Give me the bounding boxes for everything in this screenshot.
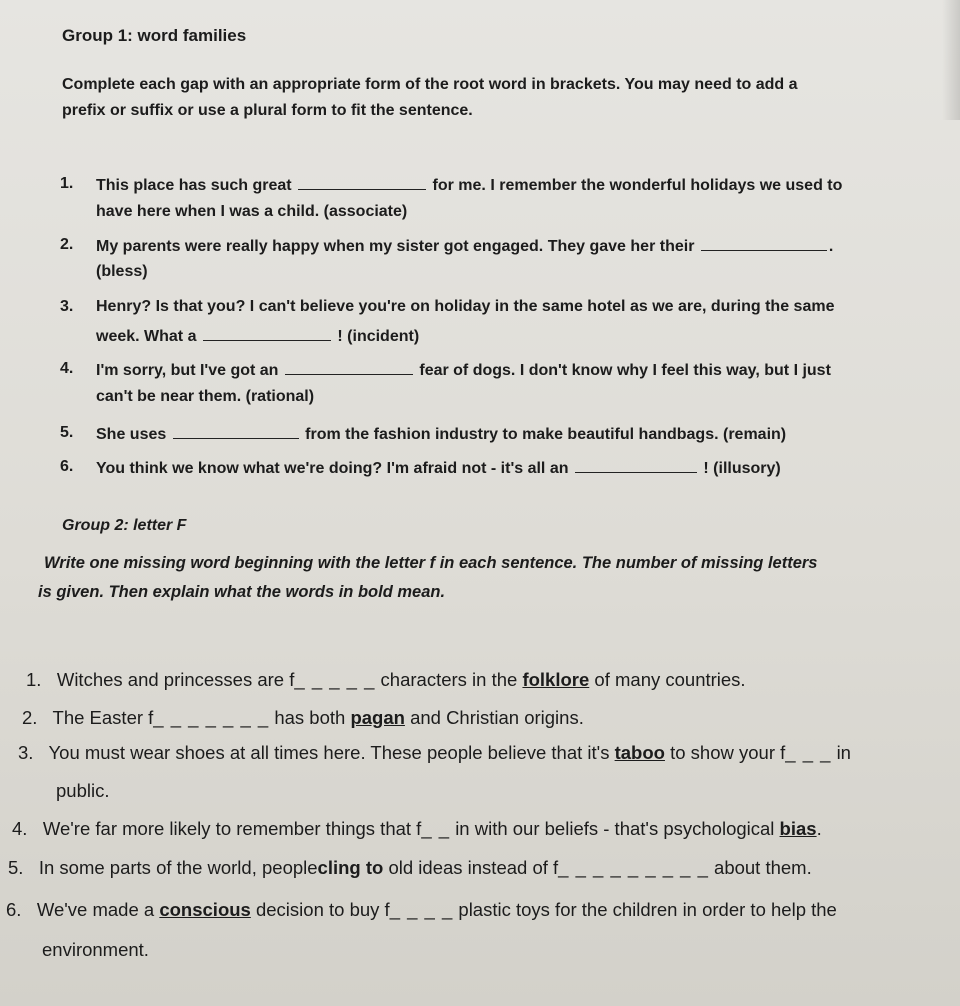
g1-item6-gap[interactable] [575, 458, 697, 473]
g2-item4-text-b: in with our beliefs - that's psychological [455, 818, 775, 839]
g2-item4-text-c: . [816, 818, 822, 839]
g2-item5-gap[interactable]: _ _ _ _ _ _ _ _ _ [558, 857, 709, 878]
g1-item3-line1: Henry? Is that you? I can't believe you're on holiday in the same hotel as we are, during the same [96, 298, 835, 315]
group1-title: Group 1: word families [62, 26, 247, 45]
g1-item6-line1 [96, 458, 781, 478]
g1-item4-text-b: fear of dogs. I don't know why I feel this way, but I just [419, 362, 831, 379]
g1-item3-text-c: ! (incident) [337, 328, 420, 345]
g2-item3-line2: public. [56, 780, 110, 801]
g1-item6-text-b: ! (illusory) [703, 460, 781, 477]
g1-item3-line2 [96, 326, 419, 346]
g1-item2-line2: (bless) [96, 263, 148, 280]
g2-item6-text-b: decision to buy f [255, 899, 390, 920]
g1-item1-number: 1. [60, 175, 74, 192]
g1-item3-text-b: week. What a [96, 328, 197, 345]
g2-item3-text-c: in [836, 742, 851, 763]
g2-item2 [22, 707, 584, 729]
g1-item4-line2: can't be near them. (rational) [96, 388, 315, 405]
g2-item2-text-a: The Easter f [52, 707, 154, 728]
page-edge-shadow [942, 0, 960, 120]
group2-instructions-line2: is given. Then explain what the words in bold mean. [38, 583, 446, 601]
g2-item4 [12, 818, 822, 840]
g2-item2-text-c: and Christian origins. [410, 707, 584, 728]
g2-item2-text-b: has both [274, 707, 346, 728]
g2-item6-bold-word: conscious [159, 899, 251, 920]
g2-item2-bold-word: pagan [350, 707, 405, 728]
g2-item2-gap[interactable]: _ _ _ _ _ _ _ [153, 707, 270, 728]
g2-item3-line1 [18, 742, 851, 764]
group2-instructions-line1: Write one missing word beginning with the letter f in each sentence. The number of missing letters [44, 554, 818, 572]
g2-item1-gap[interactable]: _ _ _ _ _ [294, 669, 376, 690]
g1-item2-number: 2. [60, 236, 74, 253]
g2-item1-bold-word: folklore [522, 669, 590, 690]
g1-item2-text-b: . [828, 238, 834, 255]
g1-item1-gap[interactable] [298, 175, 426, 190]
g2-item1-number: 1. [26, 669, 42, 690]
g1-item1-text-a: This place has such great [96, 177, 292, 194]
g2-item6-line2: environment. [42, 939, 149, 960]
g1-item4-text-a: I'm sorry, but I've got an [96, 362, 279, 379]
g2-item6-text-a: We've made a [36, 899, 155, 920]
group1-instructions-line2: prefix or suffix or use a plural form to fit the sentence. [62, 102, 473, 119]
g1-item3-gap[interactable] [203, 326, 331, 341]
g1-item6-number: 6. [60, 458, 74, 475]
g2-item6-number: 6. [6, 899, 22, 920]
g2-item5-number: 5. [8, 857, 24, 878]
g1-item4-number: 4. [60, 360, 74, 377]
g1-item1-line1 [96, 175, 842, 195]
g2-item4-text-a: We're far more likely to remember things that f [42, 818, 422, 839]
g2-item6-gap[interactable]: _ _ _ _ [389, 899, 454, 920]
g1-item1-text-b: for me. I remember the wonderful holidays we used to [432, 177, 843, 194]
group1-instructions-line1: Complete each gap with an appropriate form of the root word in brackets. You may need to add a [62, 76, 798, 93]
g2-item2-number: 2. [22, 707, 38, 728]
g1-item2-gap[interactable] [701, 236, 827, 251]
g1-item5-text-b: from the fashion industry to make beautiful handbags. (remain) [305, 426, 787, 443]
g2-item3-gap[interactable]: _ _ _ [785, 742, 832, 763]
g2-item1-text-c: of many countries. [594, 669, 746, 690]
g1-item5-gap[interactable] [173, 424, 299, 439]
g1-item3-number: 3. [60, 298, 74, 315]
g1-item4-gap[interactable] [285, 360, 413, 375]
g1-item5-number: 5. [60, 424, 74, 441]
g1-item5-text-a: She uses [96, 426, 167, 443]
g2-item4-number: 4. [12, 818, 28, 839]
g1-item2-line1 [96, 236, 833, 256]
g2-item4-bold-word: bias [779, 818, 817, 839]
group2-title: Group 2: letter F [62, 517, 187, 534]
g1-item1-line2: have here when I was a child. (associate) [96, 203, 408, 220]
g2-item6-line1 [6, 899, 837, 921]
g1-item2-text-a: My parents were really happy when my sister got engaged. They gave her their [96, 238, 695, 255]
g2-item1 [26, 669, 746, 691]
g1-item6-text-a: You think we know what we're doing? I'm afraid not - it's all an [96, 460, 569, 477]
g2-item3-number: 3. [18, 742, 34, 763]
g2-item5-text-a: In some parts of the world, people [38, 857, 318, 878]
g2-item1-text-a: Witches and princesses are f [56, 669, 295, 690]
g2-item3-text-b: to show your f [670, 742, 786, 763]
g2-item5-text-c: about them. [714, 857, 812, 878]
g2-item6-text-c: plastic toys for the children in order to help the [458, 899, 837, 920]
g1-item4-line1 [96, 360, 831, 380]
g2-item5-bold-word: cling to [317, 857, 384, 878]
g2-item5 [8, 857, 812, 879]
g1-item5-line1 [96, 424, 786, 444]
g2-item3-text-a: You must wear shoes at all times here. These people believe that it's [48, 742, 610, 763]
g2-item4-gap[interactable]: _ _ [421, 818, 451, 839]
g2-item3-bold-word: taboo [614, 742, 665, 763]
g2-item5-text-b: old ideas instead of f [388, 857, 559, 878]
g2-item1-text-b: characters in the [380, 669, 518, 690]
